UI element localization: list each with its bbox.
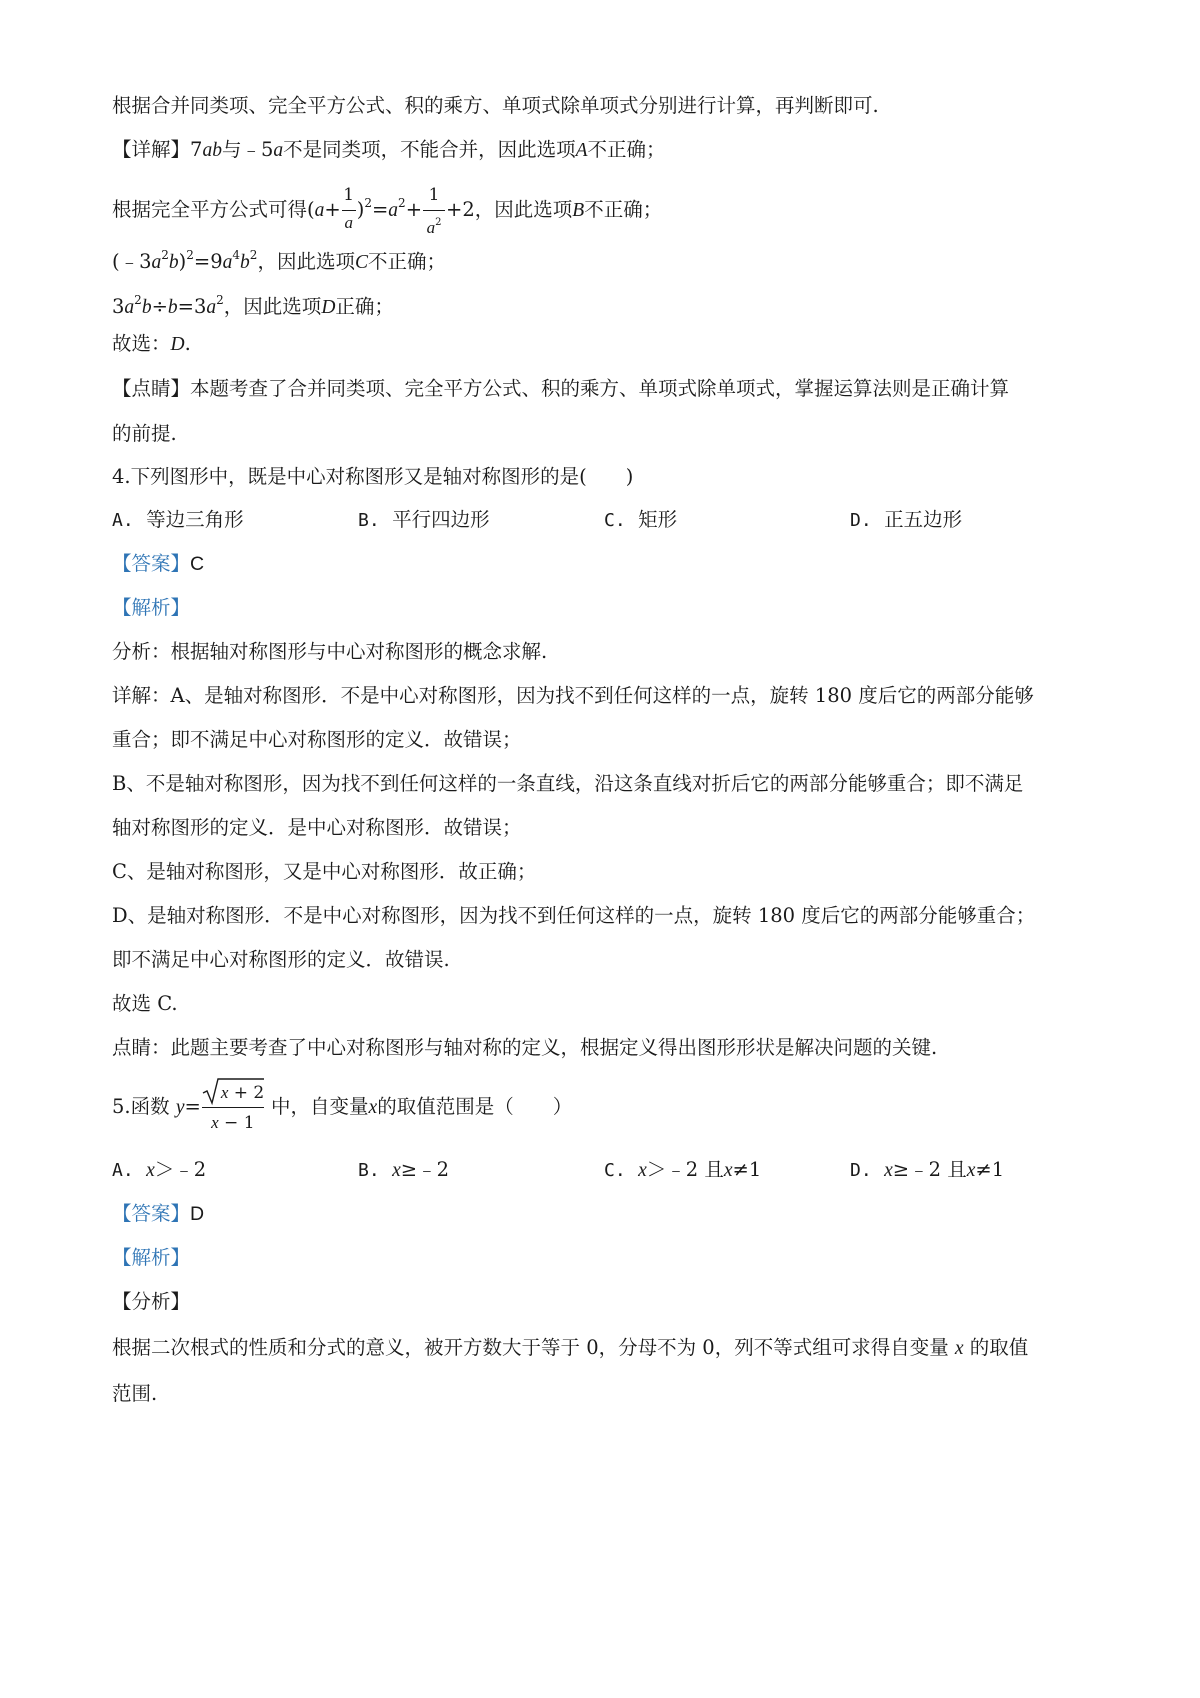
q4-option-a: A. 等边三角形 (112, 508, 244, 531)
q3-detail-line: 【详解】7ab与﹣5a不是同类项，不能合并，因此选项A不正确； (112, 138, 666, 161)
answer-tag: 【答案】 (112, 552, 191, 575)
q3-choose: 故选：D. (112, 332, 191, 355)
fraction-bar (342, 210, 356, 211)
fraction-bar (423, 210, 445, 211)
q5-analysis-line2: 范围. (112, 1382, 158, 1405)
q4-detail-7: 即不满足中心对称图形的定义．故错误. (112, 948, 450, 971)
q4-stem: 4.下列图形中，既是中心对称图形又是轴对称图形的是( ) (112, 465, 634, 488)
q5-answer: 【答案】D (112, 1202, 205, 1225)
q4-detail-1: 详解：A、是轴对称图形．不是中心对称图形，因为找不到任何这样的一点，旋转 180 度后它的两部分能够 (112, 684, 1034, 707)
q4-option-c: C. 矩形 (604, 508, 678, 531)
answer-tag: 【答案】 (112, 1202, 191, 1225)
fraction-one-over-a-squared: $\frac{1}{a^2}$ (422, 186, 446, 236)
q4-option-d: D. 正五边形 (850, 508, 963, 531)
q5-option-b: B. x≥﹣2 (358, 1158, 449, 1181)
q3-point-line1: 【点睛】本题考查了合并同类项、完全平方公式、积的乘方、单项式除单项式，掌握运算法则是正确计算 (112, 377, 1010, 400)
q4-answer: 【答案】C (112, 552, 205, 575)
q3-option-d-line: $3a^2b\div b=3a^2$，因此选项D正确； (112, 293, 394, 318)
fraction-bar (202, 1107, 264, 1108)
q3-option-c-line: $(﹣3a^2b)^2=9a^4b^2$，因此选项C不正确； (112, 248, 446, 273)
q4-choose: 故选 C. (112, 992, 178, 1015)
q5-fenxi-tag: 【分析】 (112, 1290, 191, 1313)
q5-stem: 5.函数 y= $\frac{x + 2}{x - 1}$ 中，自变量x的取值范围是（ ） (112, 1074, 572, 1140)
q4-analysis-tag: 【解析】 (112, 596, 191, 619)
q4-detail-6: D、是轴对称图形．不是中心对称图形，因为找不到任何这样的一点，旋转 180 度后它的两部分能够重合； (112, 904, 1036, 927)
q4-detail-4: 轴对称图形的定义．是中心对称图形．故错误； (112, 816, 522, 839)
fraction-one-over-a: $\frac{1}{a}$ (343, 184, 355, 232)
q5-analysis-tag: 【解析】 (112, 1246, 191, 1269)
detail-tag: 【详解】 (112, 138, 191, 161)
q4-detail-5: C、是轴对称图形，又是中心对称图形．故正确； (112, 860, 537, 883)
function-fraction: $\frac{x + 2}{x - 1}$ (201, 1074, 265, 1140)
q5-option-a: A. x＞﹣2 (112, 1158, 207, 1181)
q3-intro: 根据合并同类项、完全平方公式、积的乘方、单项式除单项式分别进行计算，再判断即可. (112, 94, 879, 117)
q5-analysis-line1: 根据二次根式的性质和分式的意义，被开方数大于等于 0，分母不为 0，列不等式组可求得自变量 x 的取值 (112, 1336, 1029, 1359)
q3-point-line2: 的前提. (112, 422, 177, 445)
q3-option-b-line: 根据完全平方公式可得(a+ $\frac{1}{a}$ )$^2=a^2+$ $\frac{1}{a^2}$ +2，因此选项B不正确； (112, 184, 663, 237)
q5-option-d: D. x≥﹣2 且x≠1 (850, 1158, 1005, 1181)
q5-option-c: C. x＞﹣2 且x≠1 (604, 1158, 762, 1181)
q4-point: 点睛：此题主要考查了中心对称图形与轴对称的定义，根据定义得出图形形状是解决问题的关键. (112, 1036, 938, 1059)
q4-option-b: B. 平行四边形 (358, 508, 490, 531)
q4-detail-3: B、不是轴对称图形，因为找不到任何这样的一条直线，沿这条直线对折后它的两部分能够重合；即不满足 (112, 772, 1024, 795)
q4-detail-2: 重合；即不满足中心对称图形的定义．故错误； (112, 728, 522, 751)
q4-analysis: 分析：根据轴对称图形与中心对称图形的概念求解. (112, 640, 548, 663)
